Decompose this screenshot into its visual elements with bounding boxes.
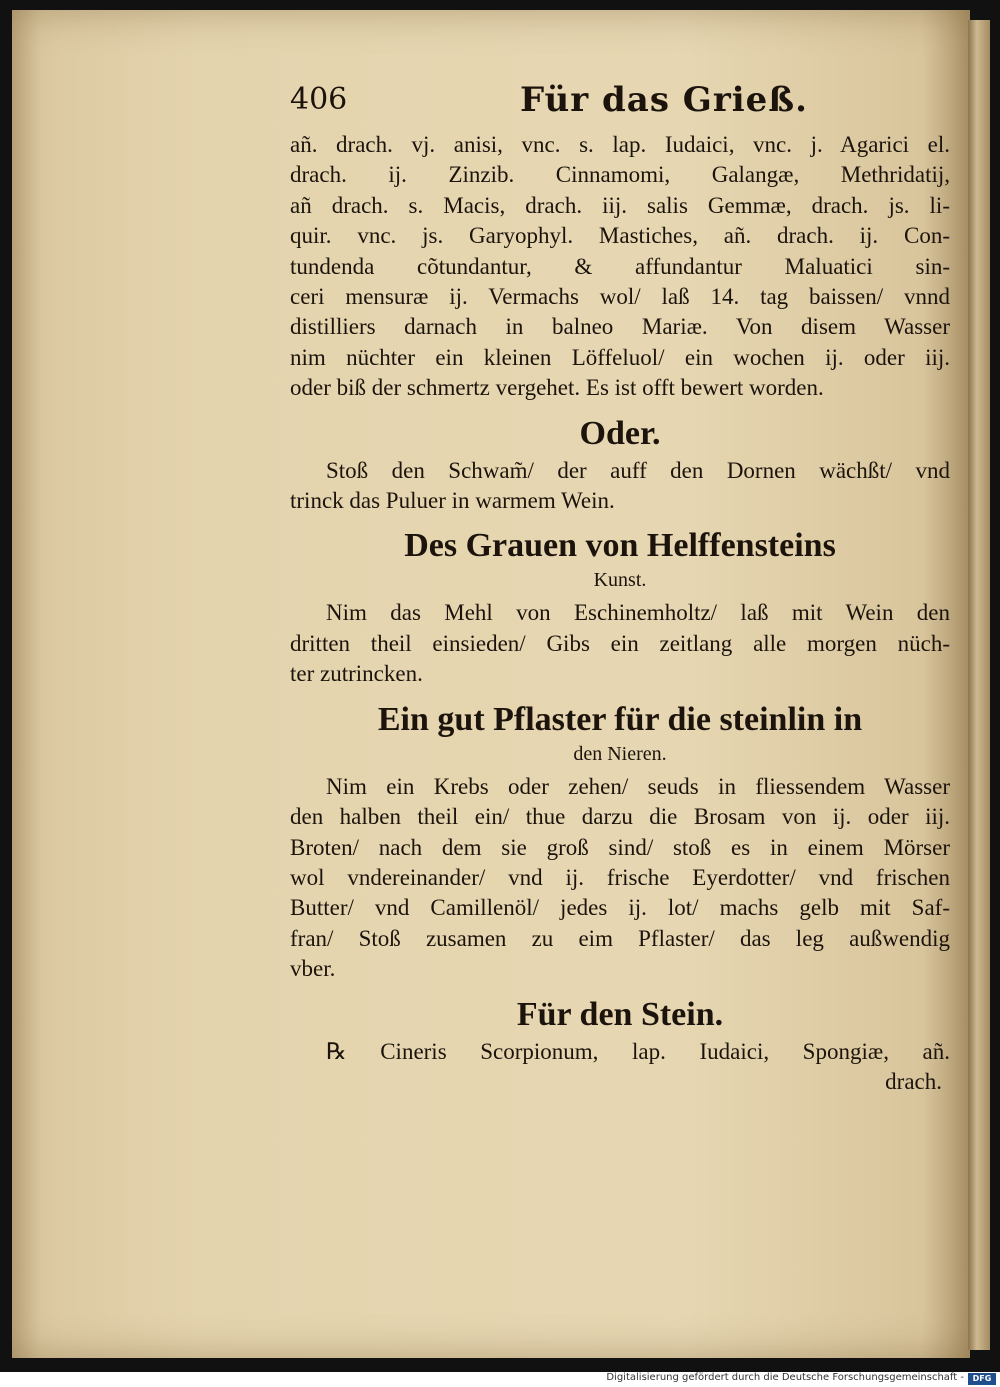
- text-line: ceri mensuræ ij. Vermachs wol/ laß 14. tag baissen/ vnnd: [290, 284, 950, 310]
- text-line: drach. ij. Zinzib. Cinnamomi, Galangæ, Methridatij,: [290, 162, 950, 188]
- page-edge: [968, 20, 990, 1350]
- text-line: Stoß den Schwam̃/ der auff den Dornen wächßt/ vnd: [326, 457, 950, 483]
- section-helffenstein: [290, 524, 950, 689]
- section-subheading: den Nieren.: [573, 742, 667, 765]
- text-line: ter zutrincken.: [290, 661, 423, 687]
- page-header: [290, 78, 950, 130]
- text-line: Butter/ vnd Camillenöl/ jedes ij. lot/ machs gelb mit Saf-: [290, 895, 950, 921]
- text-line: quir. vnc. js. Garyophyl. Mastiches, añ. drach. ij. Con-: [290, 223, 950, 249]
- text-line: Nim ein Krebs oder zehen/ seuds in fliessendem Wasser: [326, 773, 950, 799]
- section-heading: Des Grauen von Helffensteins: [404, 527, 836, 565]
- text-line: distilliers darnach in balneo Mariæ. Von disem Wasser: [290, 314, 950, 340]
- text-line: Broten/ nach dem sie groß sind/ stoß es in einem Mörser: [290, 834, 950, 860]
- text-line: wol vndereinander/ vnd ij. frische Eyerdotter/ vnd frischen: [290, 864, 950, 890]
- section-stein: [290, 993, 950, 1097]
- text-line: añ drach. s. Macis, drach. iij. salis Gemmæ, drach. js. li-: [290, 192, 950, 218]
- footer-bar: [0, 1372, 1000, 1387]
- running-title: Für das Grieß.: [520, 80, 808, 120]
- text-line: ℞ Cineris Scorpionum, lap. Iudaici, Spongiæ, añ.: [326, 1038, 950, 1064]
- recipe-block-1: [290, 130, 950, 404]
- text-line: den halben theil ein/ thue darzu die Brosam von ij. oder iij.: [290, 804, 950, 830]
- text-line: vber.: [290, 956, 336, 982]
- text-line: fran/ Stoß zusamen zu eim Pflaster/ das leg außwendig: [290, 925, 950, 951]
- catchword: drach.: [885, 1068, 942, 1094]
- dfg-logo-icon: DFG: [968, 1373, 996, 1385]
- section-heading: Für den Stein.: [516, 995, 724, 1033]
- section-subheading: Kunst.: [593, 569, 647, 592]
- section-oder: [290, 412, 950, 517]
- text-line: dritten theil einsieden/ Gibs ein zeitlang alle morgen nüch-: [290, 630, 950, 656]
- page-number: 406: [290, 82, 348, 117]
- section-pflaster: [290, 698, 950, 985]
- text-line: tundenda cõtundantur, & affundantur Maluatici sin-: [290, 253, 950, 279]
- text-line: trinck das Puluer in warmem Wein.: [290, 488, 615, 514]
- text-line: Nim das Mehl von Eschinemholtz/ laß mit Wein den: [326, 600, 950, 626]
- text-line: nim nüchter ein kleinen Löffeluol/ ein wochen ij. oder iij.: [290, 344, 950, 370]
- text-line: oder biß der schmertz vergehet. Es ist offt bewert worden.: [290, 375, 824, 401]
- footer-credit: Digitalisierung gefördert durch die Deutsche Forschungsgemeinschaft -: [606, 1372, 964, 1383]
- text-line: añ. drach. vj. anisi, vnc. s. lap. Iudaici, vnc. j. Agarici el.: [290, 132, 950, 157]
- page-content: [290, 78, 950, 1097]
- section-heading: Ein gut Pflaster für die steinlin in: [377, 700, 863, 738]
- section-heading: Oder.: [579, 414, 661, 452]
